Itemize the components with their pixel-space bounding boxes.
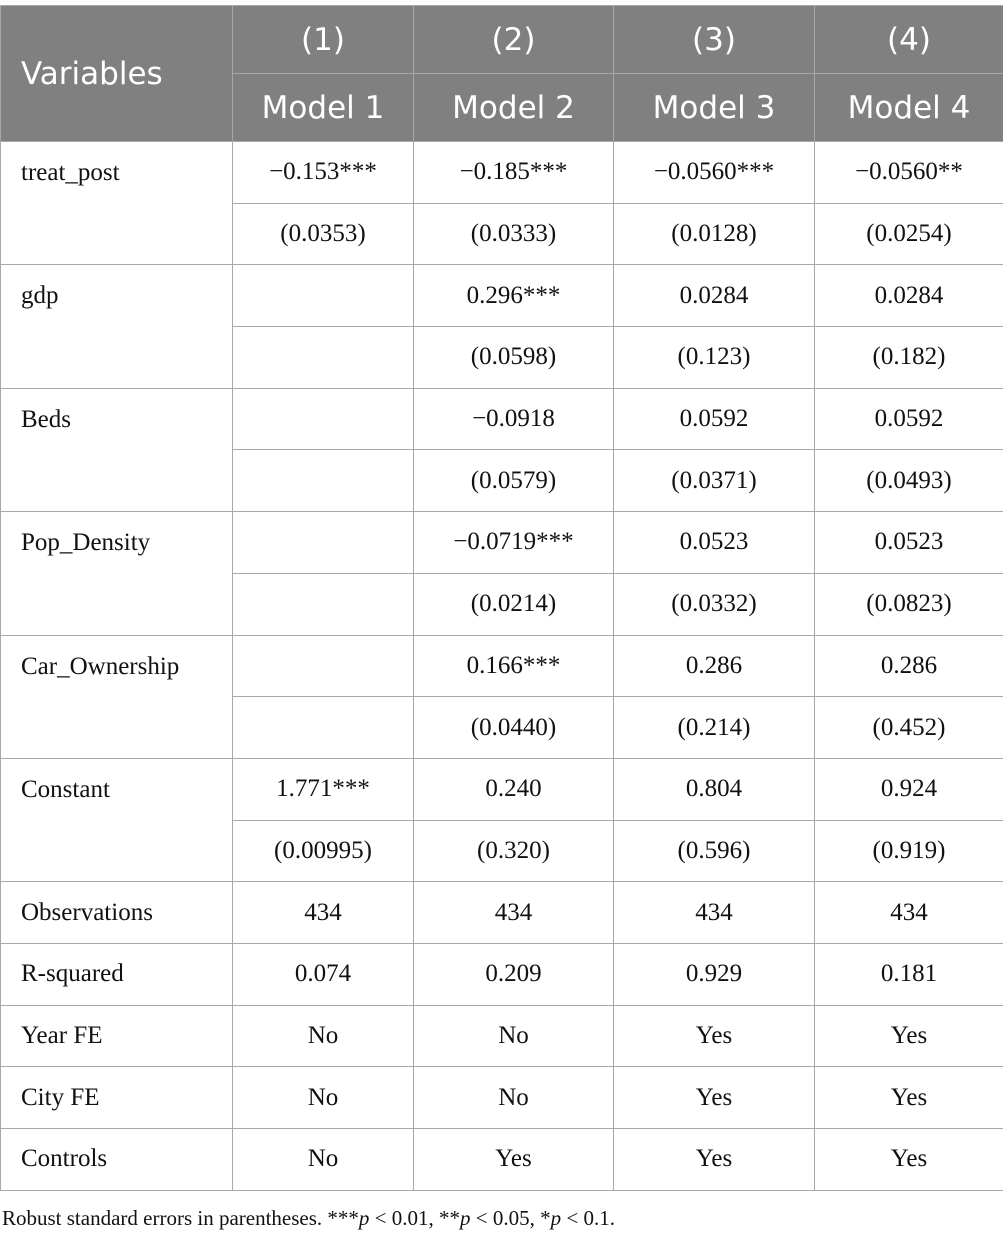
coef-cell — [233, 635, 414, 697]
coef-cell: −0.0560** — [815, 142, 1003, 204]
stat-cell: No — [233, 1067, 414, 1129]
se-cell: (0.0254) — [815, 203, 1003, 265]
footnote-threshold: < 0.05, * — [470, 1206, 551, 1230]
footnote-lead: Robust standard errors in parentheses. *** — [2, 1206, 359, 1230]
stat-label: Year FE — [1, 1005, 233, 1067]
column-number: (2) — [414, 6, 614, 74]
stat-cell: Yes — [815, 1129, 1003, 1191]
table-row-stat — [1, 882, 1003, 944]
column-number: (3) — [614, 6, 815, 74]
stat-cell: 434 — [815, 882, 1003, 944]
se-cell: (0.0440) — [414, 697, 614, 759]
stat-label: R-squared — [1, 943, 233, 1005]
se-cell — [233, 327, 414, 389]
table-row-stat — [1, 1129, 1003, 1191]
stat-label: City FE — [1, 1067, 233, 1129]
stat-cell: 0.929 — [614, 943, 815, 1005]
variable-label: Car_Ownership — [1, 635, 233, 758]
stat-label: Controls — [1, 1129, 233, 1191]
stat-cell: Yes — [614, 1129, 815, 1191]
coef-cell: 0.0592 — [614, 388, 815, 450]
se-cell: (0.123) — [614, 327, 815, 389]
coef-cell: 0.0284 — [614, 265, 815, 327]
coef-cell: 0.0523 — [815, 512, 1003, 574]
se-cell — [233, 573, 414, 635]
variable-label: Pop_Density — [1, 512, 233, 635]
stat-cell: No — [233, 1129, 414, 1191]
coef-cell — [233, 512, 414, 574]
regression-table — [0, 5, 1003, 1191]
coef-cell: 0.286 — [815, 635, 1003, 697]
model-header: Model 1 — [233, 74, 414, 142]
se-cell: (0.0579) — [414, 450, 614, 512]
coef-cell: 0.924 — [815, 758, 1003, 820]
se-cell — [233, 697, 414, 759]
footnote-threshold: < 0.01, ** — [369, 1206, 461, 1230]
se-cell — [233, 450, 414, 512]
table-row-coef — [1, 758, 1003, 820]
se-cell: (0.0371) — [614, 450, 815, 512]
table-row-coef — [1, 388, 1003, 450]
stat-cell: No — [233, 1005, 414, 1067]
se-cell: (0.0493) — [815, 450, 1003, 512]
column-number: (4) — [815, 6, 1003, 74]
se-cell: (0.0598) — [414, 327, 614, 389]
header-row-numbers — [1, 6, 1003, 74]
footnote-p-symbol: p — [358, 1206, 370, 1230]
stat-label: Observations — [1, 882, 233, 944]
table-row-coef — [1, 635, 1003, 697]
model-header: Model 2 — [414, 74, 614, 142]
stat-cell: No — [414, 1005, 614, 1067]
variable-label: Beds — [1, 388, 233, 511]
table-row-coef — [1, 265, 1003, 327]
coef-cell: −0.185*** — [414, 142, 614, 204]
coef-cell — [233, 265, 414, 327]
se-cell: (0.0214) — [414, 573, 614, 635]
se-cell: (0.00995) — [233, 820, 414, 882]
table-body — [1, 142, 1003, 1191]
coef-cell: 0.166*** — [414, 635, 614, 697]
table-row-coef — [1, 512, 1003, 574]
stat-cell: Yes — [815, 1005, 1003, 1067]
stat-cell: 434 — [414, 882, 614, 944]
stat-cell: Yes — [614, 1067, 815, 1129]
coef-cell: −0.153*** — [233, 142, 414, 204]
se-cell: (0.214) — [614, 697, 815, 759]
se-cell: (0.0823) — [815, 573, 1003, 635]
stat-cell: 434 — [614, 882, 815, 944]
stat-cell: 0.209 — [414, 943, 614, 1005]
model-header: Model 3 — [614, 74, 815, 142]
stat-cell: Yes — [815, 1067, 1003, 1129]
coef-cell: −0.0918 — [414, 388, 614, 450]
se-cell: (0.919) — [815, 820, 1003, 882]
table-footnote — [2, 1206, 615, 1231]
se-cell: (0.0332) — [614, 573, 815, 635]
stat-cell: 434 — [233, 882, 414, 944]
se-cell: (0.452) — [815, 697, 1003, 759]
coef-cell: 0.0284 — [815, 265, 1003, 327]
stat-cell: Yes — [414, 1129, 614, 1191]
coef-cell — [233, 388, 414, 450]
footnote-threshold: < 0.1. — [561, 1206, 615, 1230]
footnote-p-symbol: p — [550, 1206, 562, 1230]
se-cell: (0.596) — [614, 820, 815, 882]
stat-cell: 0.074 — [233, 943, 414, 1005]
stat-cell: Yes — [614, 1005, 815, 1067]
coef-cell: 0.804 — [614, 758, 815, 820]
variable-label: gdp — [1, 265, 233, 388]
variable-label: treat_post — [1, 142, 233, 265]
coef-cell: 0.240 — [414, 758, 614, 820]
coef-cell: 0.296*** — [414, 265, 614, 327]
variable-label: Constant — [1, 758, 233, 881]
table-row-stat — [1, 1067, 1003, 1129]
column-number: (1) — [233, 6, 414, 74]
table-row-stat — [1, 1005, 1003, 1067]
coef-cell: −0.0719*** — [414, 512, 614, 574]
coef-cell: 0.0523 — [614, 512, 815, 574]
coef-cell: −0.0560*** — [614, 142, 815, 204]
se-cell: (0.320) — [414, 820, 614, 882]
table-header — [1, 6, 1003, 142]
table-row-coef — [1, 142, 1003, 204]
se-cell: (0.0333) — [414, 203, 614, 265]
table-row-stat — [1, 943, 1003, 1005]
se-cell: (0.182) — [815, 327, 1003, 389]
stat-cell: 0.181 — [815, 943, 1003, 1005]
coef-cell: 0.286 — [614, 635, 815, 697]
coef-cell: 1.771*** — [233, 758, 414, 820]
se-cell: (0.0128) — [614, 203, 815, 265]
footnote-p-symbol: p — [460, 1206, 471, 1230]
stat-cell: No — [414, 1067, 614, 1129]
coef-cell: 0.0592 — [815, 388, 1003, 450]
variables-header: Variables — [1, 6, 233, 142]
model-header: Model 4 — [815, 74, 1003, 142]
se-cell: (0.0353) — [233, 203, 414, 265]
